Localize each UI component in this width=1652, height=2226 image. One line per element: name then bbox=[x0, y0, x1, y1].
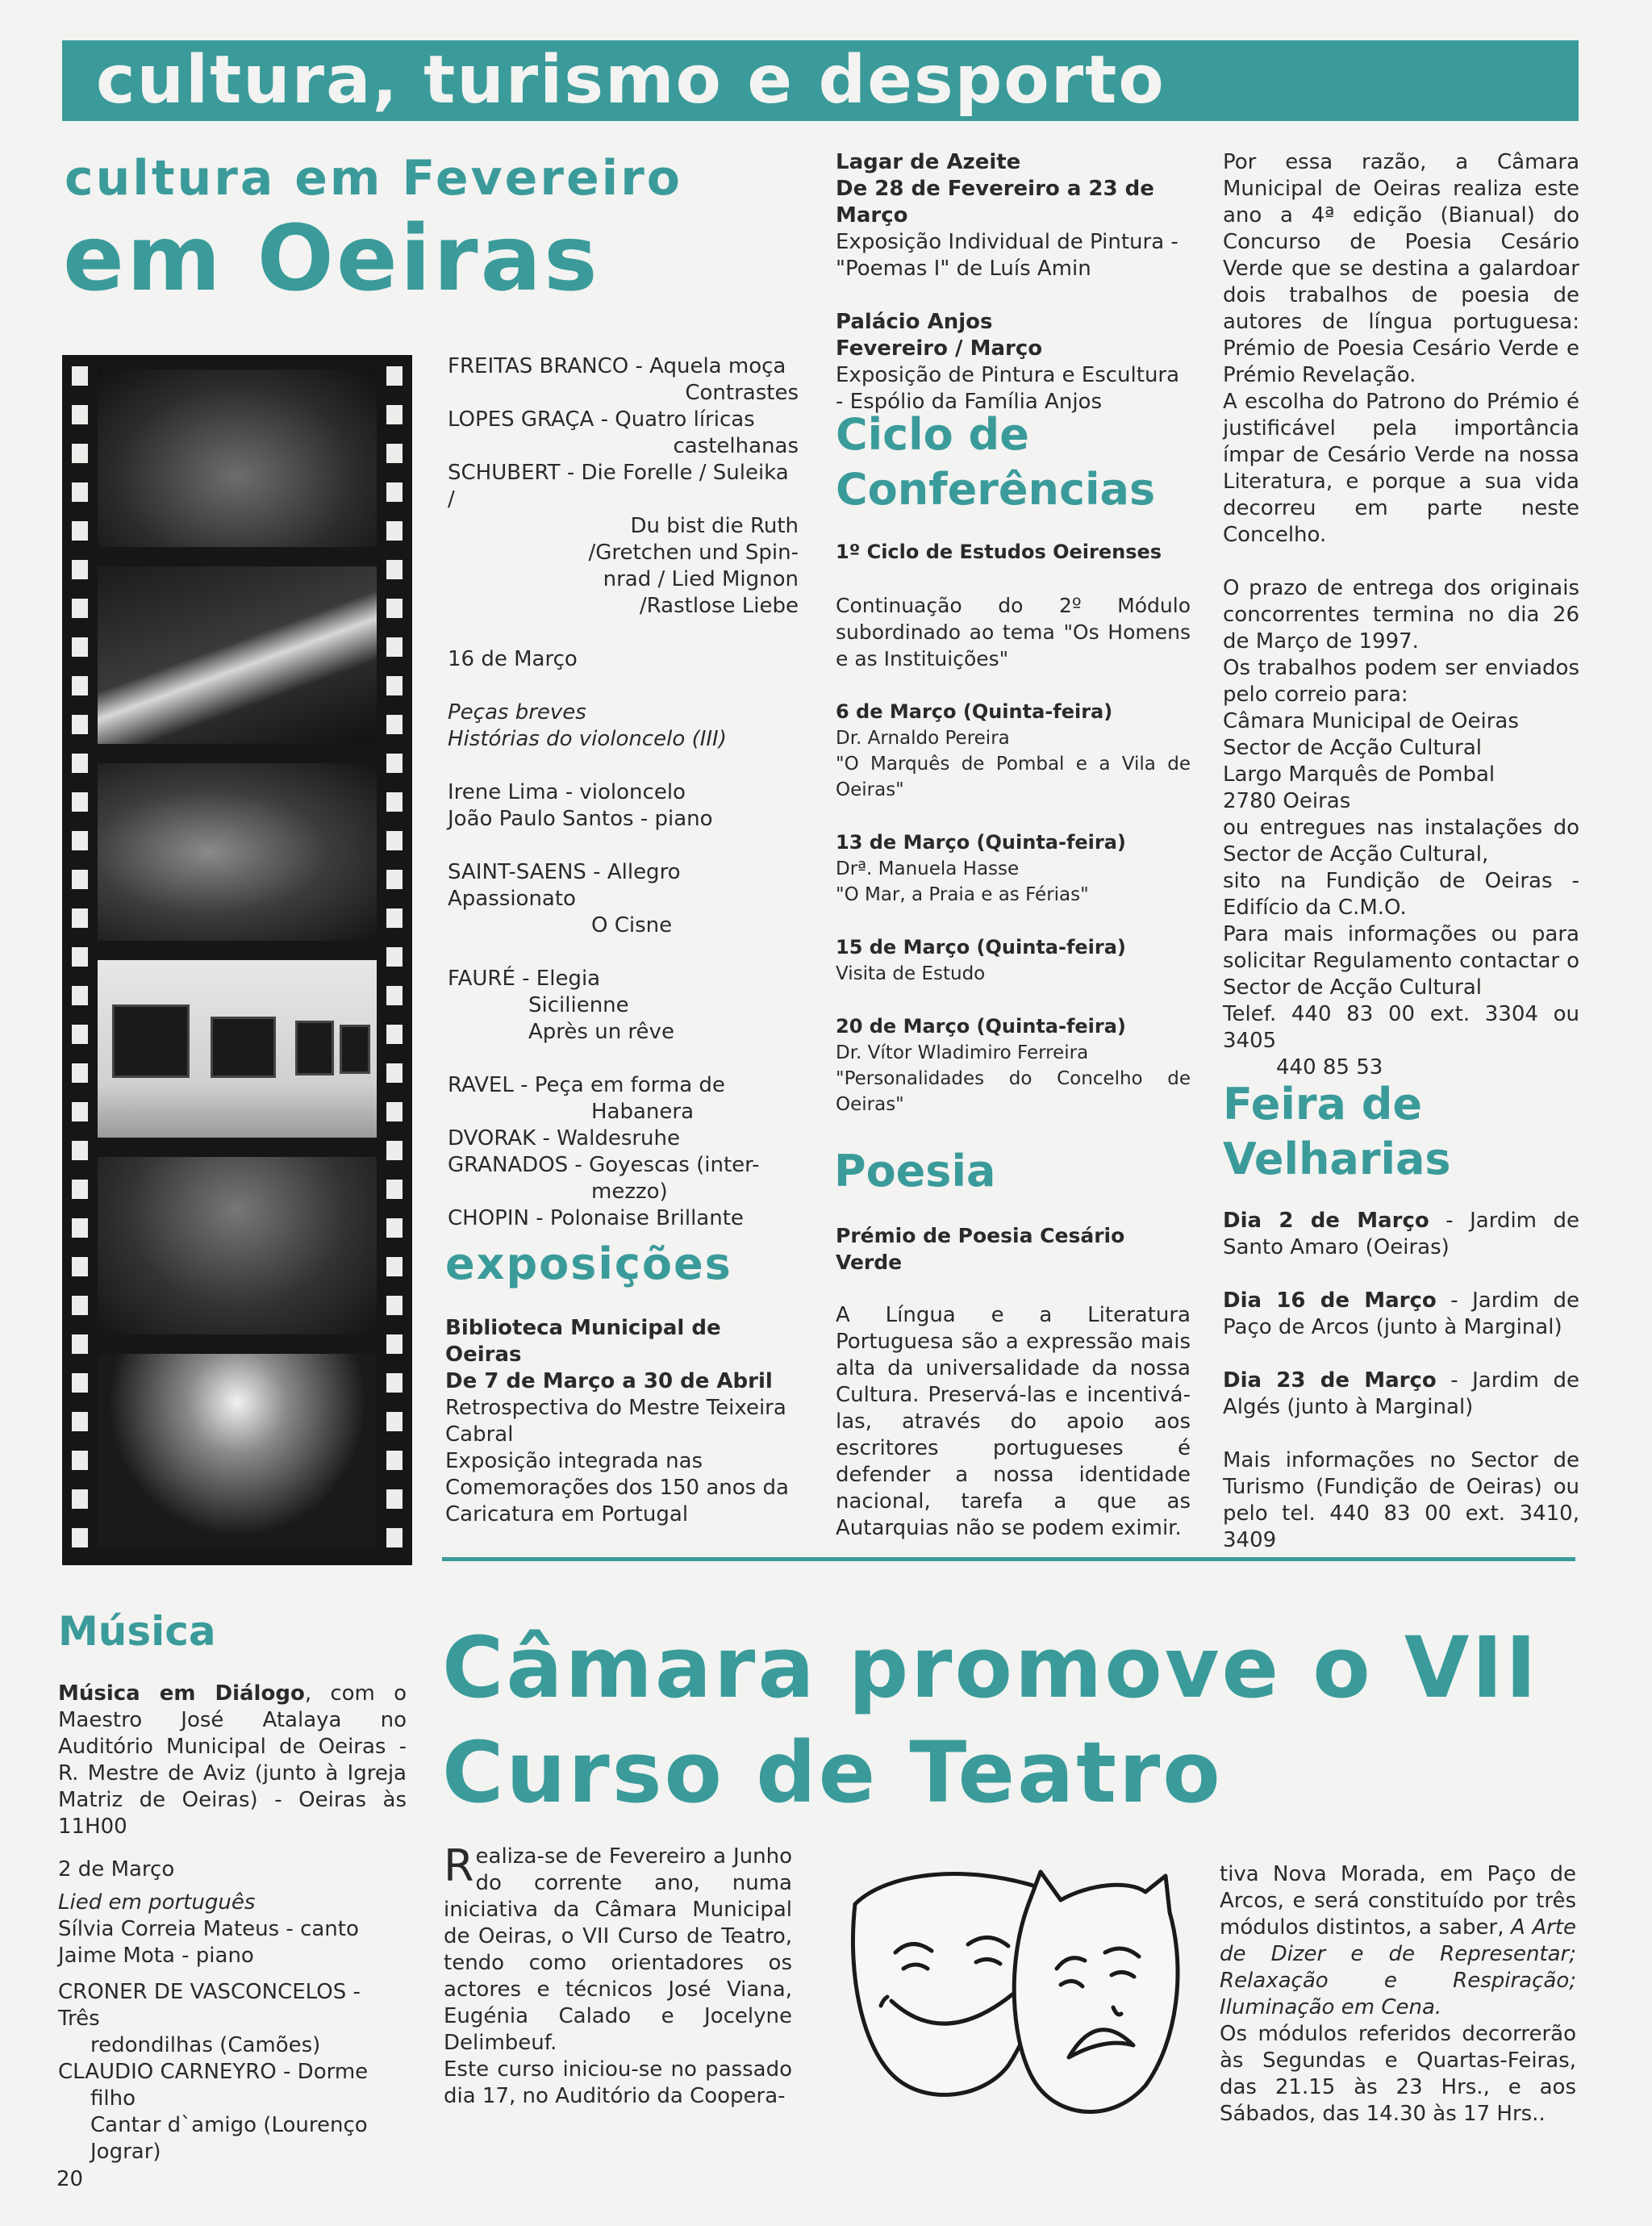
exposicoes-block bbox=[445, 1315, 796, 1528]
musica-intro: , com o Maestro José Atalaya no Auditório Municipal de Oeiras - R. Mestre de Aviz (junto à Igreja Matriz de Oeiras) - Oeiras às 11H00 bbox=[58, 1681, 407, 1839]
exposicoes-heading: exposições bbox=[445, 1238, 732, 1289]
film-sprocket-hole bbox=[386, 599, 403, 618]
programme-line-cont: /Gretchen und Spin- bbox=[588, 541, 799, 565]
film-sprocket-hole bbox=[386, 366, 403, 386]
programme-performer-1: Irene Lima - violoncelo bbox=[448, 780, 686, 804]
theatre-masks-icon bbox=[839, 1856, 1194, 2122]
feira-info: Mais informações no Sector de Turismo (Fundição de Oeiras) ou pelo tel. 440 83 00 ext. 3410, 3409 bbox=[1223, 1448, 1579, 1552]
contest-address-line: Sector de Acção Cultural bbox=[1223, 736, 1483, 760]
teatro-text-col1 bbox=[444, 1840, 792, 2110]
feira-list bbox=[1223, 1208, 1579, 1421]
ciclo-heading-line1: Ciclo de bbox=[836, 409, 1029, 460]
photo-concert-hall bbox=[98, 1157, 377, 1334]
musica-claudio-cont-2: Cantar d`amigo (Lourenço bbox=[90, 2113, 368, 2137]
palacio-dates: Fevereiro / Março bbox=[836, 336, 1043, 361]
poesia-heading: Poesia bbox=[834, 1146, 996, 1197]
film-sprocket-hole bbox=[386, 1063, 403, 1083]
feira-heading bbox=[1223, 1077, 1451, 1187]
programme-line-cont: Contrastes bbox=[685, 381, 799, 405]
musica-block bbox=[58, 1681, 407, 2165]
programme-subtitle-1: Peças breves bbox=[448, 700, 586, 725]
feira-heading-line2: Velharias bbox=[1223, 1134, 1451, 1184]
teatro-text-3-italic: A Arte de Dizer e de Representar; Relaxação e Respiração; Iluminação em Cena. bbox=[1220, 1915, 1576, 2019]
film-sprocket-hole bbox=[72, 1257, 88, 1276]
teatro-dropcap: R bbox=[444, 1840, 474, 1891]
programme-saint-saens: SAINT-SAENS - Allegro Apassionato bbox=[448, 860, 681, 911]
exhibitions-column bbox=[836, 149, 1191, 416]
film-sprocket-hole bbox=[386, 1412, 403, 1431]
film-sprocket-hole bbox=[72, 1025, 88, 1044]
programme-line: FREITAS BRANCO - Aquela moça bbox=[448, 354, 786, 378]
programme-date: 16 de Março bbox=[448, 647, 578, 671]
programme-granados: GRANADOS - Goyescas (inter- bbox=[448, 1153, 760, 1177]
photo-live-concert bbox=[98, 1354, 377, 1547]
talk-speaker: Dr. Arnaldo Pereira bbox=[836, 728, 1010, 749]
film-sprocket-hole bbox=[386, 1218, 403, 1238]
film-sprocket-hole bbox=[72, 1412, 88, 1431]
film-sprocket-hole bbox=[72, 792, 88, 812]
talk-speaker: Drª. Manuela Hasse bbox=[836, 858, 1020, 879]
musica-date: 2 de Março bbox=[58, 1857, 175, 1881]
talk-date: 6 de Março (Quinta-feira) bbox=[836, 700, 1113, 723]
programme-dvorak: DVORAK - Waldesruhe bbox=[448, 1126, 681, 1151]
film-sprocket-hole bbox=[386, 1373, 403, 1393]
film-sprocket-hole bbox=[72, 1102, 88, 1121]
film-sprocket-hole bbox=[386, 1489, 403, 1509]
palacio-title: Palácio Anjos bbox=[836, 310, 993, 334]
film-sprocket-hole bbox=[386, 1296, 403, 1315]
film-sprocket-hole bbox=[72, 1451, 88, 1470]
film-sprocket-hole bbox=[386, 792, 403, 812]
feira-place: - Jardim de Paço de Arcos (junto à Marginal) bbox=[1223, 1288, 1579, 1339]
exposicoes-item1-text: Retrospectiva do Mestre Teixeira Cabral bbox=[445, 1396, 786, 1447]
teatro-text-1: ealiza-se de Fevereiro a Junho do corrente ano, numa iniciativa da Câmara Municipal de Oeiras, o VII Curso de Teatro, tendo como orientadores os actores e técnicos José Viana, Eugénia Calado e Jocelyne Delimbeuf. bbox=[444, 1844, 792, 2055]
talk-date: 13 de Março (Quinta-feira) bbox=[836, 831, 1126, 854]
exposicoes-item1-dates: De 7 de Março a 30 de Abril bbox=[445, 1369, 773, 1393]
contest-paragraph-2: A escolha do Patrono do Prémio é justificável pela importância ímpar de Cesário Verde na nossa Literatura, e porque a sua vida decorreu em parte neste Concelho. bbox=[1223, 390, 1579, 547]
lagar-title: Lagar de Azeite bbox=[836, 150, 1021, 174]
film-sprocket-hole bbox=[386, 1451, 403, 1470]
poetry-contest-column bbox=[1223, 149, 1579, 1081]
contest-telephone-2: 440 85 53 bbox=[1276, 1055, 1383, 1080]
ciclo-heading-line2: Conferências bbox=[836, 464, 1156, 515]
film-sprocket-hole bbox=[72, 908, 88, 928]
feira-item bbox=[1223, 1368, 1579, 1421]
musica-claudio-cont-1: filho bbox=[90, 2086, 136, 2111]
film-sprocket-hole bbox=[72, 444, 88, 463]
film-sprocket-hole bbox=[72, 947, 88, 967]
film-sprocket-hole bbox=[72, 1218, 88, 1238]
section-banner bbox=[62, 40, 1579, 121]
film-sprocket-hole bbox=[72, 637, 88, 657]
film-sprocket-hole bbox=[72, 676, 88, 695]
programme-ravel-cont: Habanera bbox=[591, 1100, 695, 1124]
musica-performer-2: Jaime Mota - piano bbox=[58, 1944, 254, 1968]
film-sprocket-hole bbox=[72, 831, 88, 850]
film-sprocket-hole bbox=[72, 870, 88, 889]
section-banner-title: cultura, turismo e desporto bbox=[96, 42, 1166, 119]
musica-croner: CRONER DE VASCONCELOS - Três bbox=[58, 1980, 361, 2031]
film-sprocket-hole bbox=[386, 444, 403, 463]
film-sprocket-hole bbox=[386, 637, 403, 657]
photo-cello-performance bbox=[98, 566, 377, 744]
film-sprocket-hole bbox=[386, 986, 403, 1005]
lagar-text: Exposição Individual de Pintura - "Poemas I" de Luís Amin bbox=[836, 230, 1179, 281]
ciclo-intro: Continuação do 2º Módulo subordinado ao tema "Os Homens e as Instituições" bbox=[836, 594, 1191, 670]
contest-address-block bbox=[1223, 655, 1579, 1055]
feira-place: - Jardim de Santo Amaro (Oeiras) bbox=[1223, 1209, 1579, 1259]
talk-speaker: Dr. Vítor Wladimiro Ferreira bbox=[836, 1042, 1089, 1063]
film-sprocket-hole bbox=[386, 947, 403, 967]
talk-title: "Personalidades do Concelho de Oeiras" bbox=[836, 1068, 1191, 1115]
talks-list bbox=[836, 699, 1191, 1117]
teatro-headline-line1: Câmara promove o VII bbox=[442, 1618, 1539, 1717]
teatro-text-2: Este curso iniciou-se no passado dia 17, no Auditório da Coopera- bbox=[444, 2057, 792, 2108]
musica-claudio: CLAUDIO CARNEYRO - Dorme bbox=[58, 2060, 369, 2084]
film-sprocket-hole bbox=[386, 908, 403, 928]
film-sprocket-hole bbox=[72, 560, 88, 579]
talk-title: "O Marquês de Pombal e a Vila de Oeiras" bbox=[836, 754, 1191, 800]
feira-item bbox=[1223, 1208, 1579, 1261]
film-sprocket-hole bbox=[386, 1180, 403, 1199]
musica-claudio-cont-3: Jograr) bbox=[90, 2140, 161, 2164]
film-sprocket-hole bbox=[72, 599, 88, 618]
programme-column bbox=[448, 353, 799, 1232]
film-sprocket-hole bbox=[386, 521, 403, 541]
teatro-text-3a: tiva Nova Morada, em Paço de Arcos, e será constituído por três módulos distintos, a saber, bbox=[1220, 1862, 1576, 1940]
film-sprocket-hole bbox=[386, 1141, 403, 1160]
feira-day: Dia 23 de Março bbox=[1223, 1368, 1437, 1393]
film-sprocket-hole bbox=[386, 560, 403, 579]
film-sprocket-hole bbox=[72, 1334, 88, 1354]
contest-address-line: Telef. 440 83 00 ext. 3304 ou 3405 bbox=[1223, 1002, 1579, 1053]
film-sprocket-hole bbox=[72, 521, 88, 541]
film-sprocket-hole bbox=[72, 366, 88, 386]
film-sprocket-hole bbox=[386, 1102, 403, 1121]
ciclo-subtitle: 1º Ciclo de Estudos Oeirenses bbox=[836, 541, 1162, 563]
exposicoes-item1-text2: Exposição integrada nas Comemorações dos 150 anos da Caricatura em Portugal bbox=[445, 1449, 789, 1526]
programme-faure: FAURÉ - Elegia bbox=[448, 967, 601, 991]
film-sprocket-hole bbox=[386, 482, 403, 502]
poesia-text: A Língua e a Literatura Portuguesa são a expressão mais alta da universalidade da nossa Cultura. Preservá-las e incentivá-las, através do apoio aos escritores portugueses é defender a nossa identidade nacional, tarefa a que as Autarquias não se podem eximir. bbox=[836, 1303, 1191, 1540]
contest-address-line: Os trabalhos podem ser enviados pelo correio para: bbox=[1223, 656, 1579, 707]
talk-speaker: Visita de Estudo bbox=[836, 963, 986, 984]
programme-faure-cont-2: Après un rêve bbox=[528, 1020, 674, 1044]
palacio-text: Exposição de Pintura e Escultura - Espólio da Família Anjos bbox=[836, 363, 1180, 414]
feira-day: Dia 2 de Março bbox=[1223, 1209, 1429, 1233]
film-sprocket-hole bbox=[72, 1489, 88, 1509]
musica-performer-1: Sílvia Correia Mateus - canto bbox=[58, 1917, 359, 1941]
ciclo-block bbox=[836, 539, 1191, 1117]
film-sprocket-hole bbox=[72, 986, 88, 1005]
programme-line-cont: nrad / Lied Mignon bbox=[603, 567, 799, 591]
photo-dance-stage bbox=[98, 370, 377, 547]
programme-line-cont: Du bist die Ruth bbox=[630, 514, 799, 538]
page-number: 20 bbox=[56, 2167, 84, 2191]
film-sprocket-hole bbox=[72, 715, 88, 734]
feira-heading-line1: Feira de bbox=[1223, 1079, 1422, 1130]
contest-address-line: 2780 Oeiras bbox=[1223, 789, 1351, 813]
photo-film-strip bbox=[62, 355, 412, 1565]
film-sprocket-hole bbox=[386, 1257, 403, 1276]
feira-block bbox=[1223, 1208, 1579, 1554]
programme-line-cont: castelhanas bbox=[673, 434, 799, 458]
film-sprocket-hole bbox=[386, 831, 403, 850]
film-sprocket-hole bbox=[386, 1025, 403, 1044]
programme-line: SCHUBERT - Die Forelle / Suleika / bbox=[448, 461, 789, 512]
talk-date: 20 de Março (Quinta-feira) bbox=[836, 1015, 1126, 1038]
film-sprocket-hole bbox=[386, 1334, 403, 1354]
programme-granados-cont: mezzo) bbox=[591, 1180, 668, 1204]
musica-heading: Música bbox=[58, 1608, 216, 1655]
programme-saint-saens-cont: O Cisne bbox=[591, 913, 673, 938]
film-sprocket-hole bbox=[72, 1528, 88, 1547]
feira-place: - Jardim de Algés (junto à Marginal) bbox=[1223, 1368, 1579, 1419]
exposicoes-item1-title: Biblioteca Municipal de Oeiras bbox=[445, 1316, 721, 1367]
poesia-block bbox=[836, 1222, 1191, 1542]
film-sprocket-hole bbox=[386, 715, 403, 734]
film-sprocket-hole bbox=[72, 754, 88, 773]
contest-address-line: Largo Marquês de Pombal bbox=[1223, 762, 1496, 787]
musica-croner-cont: redondilhas (Camões) bbox=[90, 2033, 321, 2057]
contest-address-line: sito na Fundição de Oeiras - Edifício da C.M.O. bbox=[1223, 869, 1579, 920]
feira-item bbox=[1223, 1288, 1579, 1341]
film-sprocket-hole bbox=[72, 405, 88, 424]
film-sprocket-hole bbox=[386, 1528, 403, 1547]
teatro-text-col2 bbox=[1220, 1861, 1576, 2128]
film-sprocket-hole bbox=[72, 1373, 88, 1393]
poesia-subtitle: Prémio de Poesia Cesário Verde bbox=[836, 1224, 1125, 1274]
film-sprocket-hole bbox=[386, 405, 403, 424]
ciclo-heading bbox=[836, 407, 1155, 517]
programme-chopin: CHOPIN - Polonaise Brillante bbox=[448, 1206, 744, 1230]
programme-line-cont: /Rastlose Liebe bbox=[639, 594, 799, 618]
teatro-headline bbox=[442, 1615, 1539, 1825]
film-sprocket-hole bbox=[72, 1296, 88, 1315]
contest-address-line: Para mais informações ou para solicitar Regulamento contactar o Sector de Acção Cultural bbox=[1223, 922, 1579, 1000]
contest-address-line: ou entregues nas instalações do Sector de Acção Cultural, bbox=[1223, 816, 1579, 867]
feira-day: Dia 16 de Março bbox=[1223, 1288, 1437, 1313]
programme-performer-2: João Paulo Santos - piano bbox=[448, 807, 713, 831]
talk-title: "O Mar, a Praia e as Férias" bbox=[836, 884, 1089, 905]
film-sprocket-hole bbox=[72, 482, 88, 502]
article-title-line2: em Oeiras bbox=[63, 207, 600, 311]
photo-folk-dance bbox=[98, 763, 377, 941]
film-sprocket-hole bbox=[72, 1063, 88, 1083]
contest-address-line: Câmara Municipal de Oeiras bbox=[1223, 709, 1519, 733]
lagar-dates: De 28 de Fevereiro a 23 de Março bbox=[836, 177, 1154, 228]
film-sprocket-hole bbox=[386, 754, 403, 773]
musica-intro-bold: Música em Diálogo bbox=[58, 1681, 305, 1706]
programme-faure-cont-1: Sicilienne bbox=[528, 993, 629, 1017]
musica-subtitle: Lied em português bbox=[58, 1890, 256, 1915]
programme-subtitle-2: Histórias do violoncelo (III) bbox=[448, 727, 727, 751]
section-divider bbox=[442, 1557, 1575, 1561]
programme-line: LOPES GRAÇA - Quatro líricas bbox=[448, 407, 755, 432]
article-title-line1: cultura em Fevereiro bbox=[65, 150, 683, 207]
teatro-headline-line2: Curso de Teatro bbox=[442, 1723, 1223, 1822]
film-sprocket-hole bbox=[72, 1141, 88, 1160]
contest-paragraph-3: O prazo de entrega dos originais concorrentes termina no dia 26 de Março de 1997. bbox=[1223, 576, 1579, 654]
teatro-text-4: Os módulos referidos decorrerão às Segundas e Quartas-Feiras, das 21.15 às 23 Hrs., e aos Sábados, das 14.30 às 17 Hrs.. bbox=[1220, 2022, 1576, 2126]
film-sprocket-hole bbox=[386, 676, 403, 695]
film-sprocket-hole bbox=[72, 1180, 88, 1199]
contest-paragraph-1: Por essa razão, a Câmara Municipal de Oeiras realiza este ano a 4ª edição (Bianual) do Concurso de Poesia Cesário Verde que se destina a galardoar dois trabalhos de poesia de autores de língua portuguesa: Prémio de Poesia Cesário Verde e Prémio Revelação. bbox=[1223, 150, 1579, 387]
film-sprocket-hole bbox=[386, 870, 403, 889]
photo-exhibition-gallery bbox=[98, 960, 377, 1138]
programme-block-1 bbox=[448, 353, 799, 620]
talk-date: 15 de Março (Quinta-feira) bbox=[836, 936, 1126, 958]
programme-ravel: RAVEL - Peça em forma de bbox=[448, 1073, 725, 1097]
